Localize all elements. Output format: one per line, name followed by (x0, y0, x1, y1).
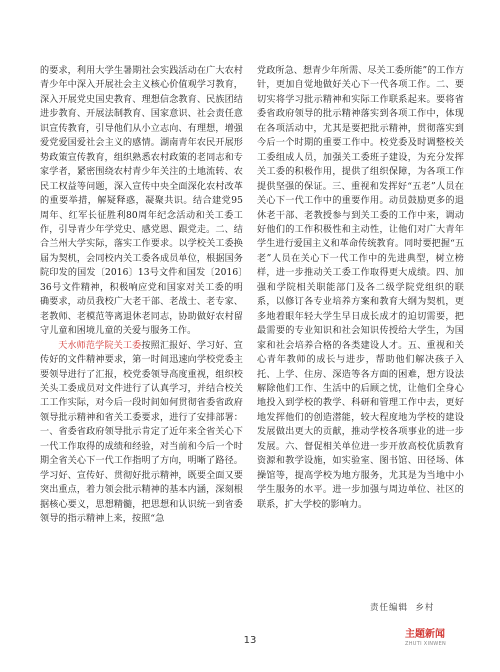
right-column (257, 64, 464, 512)
page-number: 13 (243, 635, 257, 646)
section-logo (405, 629, 449, 647)
editor-label: 责任编辑 (370, 603, 409, 613)
institution-name: 天水师范学院关工委 (58, 340, 142, 351)
section-logo-text: 主题新闻 (405, 629, 445, 640)
left-paragraph-1: 的要求，利用大学生暑期社会实践活动在广大农村青少年中深入开展社会主义核心价值观学习教育，深入开展党史国史教育、理想信念教育、民族团结进步教育、开展法制教育、国家意识、社会责任意识宣传教育，引导他们从小立志向、有理想，增强爱党爱国爱社会主义的感情。湖南青年农民开展形势政策宣传教育，组织熟悉农村政策的老同志和专家学者，紧密围绕农村青少年关注的土地流转、农民工权益等问题，深入宣传中央全面深化农村改革的重要举措，解疑释惑，凝聚共识。结合建党95周年、红军长征胜利80周年纪念活动和关工委工作，引导青少年学党史、感党恩、跟党走。二、结合兰州大学实际，落实工作要求。以学校关工委换届为契机，会同校内关工委各成员单位，根据国务院印发的国发〔2016〕13号文件和国发〔2016〕36号文件精神，积极响应党和国家对关工委的明确要求，动员我校广大老干部、老战士、老专家、老教师、老模范等离退休老同志，协助做好农村留守儿童和困境儿童的关爱与服务工作。 (40, 66, 243, 337)
left-column (40, 64, 243, 527)
left-paragraph-2-body: 按照汇报好、学习好、宣传好的文件精神要求，第一时间迅速向学校党委主要领导进行了汇报，校党委领导高度重视，组织校关头工委成员对文件进行了认真学习，并结合校关工工作实际，对今后一段时间如何贯彻省委省政府领导批示精神和省关工委要求，进行了安排部署：一、省委省政府领导批示肯定了近年来全省关心下一代工作取得的成绩和经验，对当前和今后一个时期全省关心下一代工作指明了方向，明晰了路径。学习好、宣传好、贯彻好批示精神，既要全面又要突出重点，着力领会批示精神的基本内涵，深刻根据核心要义，思想精髓，把思想和认识统一到省委领导的指示精神上来，按照“急 (40, 340, 243, 525)
section-logo-subtext: ZHUTI XINWEN (405, 641, 447, 647)
left-paragraph-2 (40, 339, 243, 527)
editor-credit (370, 601, 434, 613)
editor-name: 乡村 (415, 603, 435, 613)
right-paragraph-1: 党政所急、想青少年所需、尽关工委所能”的工作方针，更加自觉地做好关心下一代各项工作。二、要切实将学习批示精神和实际工作联系起来。要将省委省政府领导的批示精神落实到各项工作中，体现在各项活动中，尤其是要把批示精神，贯彻落实到今后一个时期的重要工作中。校党委及时调整校关工委组成人员，加强关工委班子建设，为充分发挥关工委的积极作用，提供了组织保障，为各项工作提供坚强的保证。三、重视和发挥好“五老”人员在关心下一代工作中的重要作用。动员鼓励更多的退休老干部、老教授参与到关工委的工作中来，调动好他们的工作积极性和主动性，让他们对广大青年学生进行爱国主义和革命传统教育。同时要把握“五老”人员在关心下一代工作中的先进典型，树立榜样，进一步推动关工委工作取得更大成绩。四、加强和学院相关职能部门及各二级学院党组织的联系，以修订各专业培养方案和教育大纲为契机，更多地着眼年轻大学生早日成长成才的迫切需要，把最需要的专业知识和社会知识传授给大学生，为国家和社会培养合格的各类建设人才。五、重视和关心青年教师的成长与进步，帮助他们解决孩子入托、上学、住房、深造等各方面的困难，想方设法解除他们工作、生活中的后顾之忧，让他们全身心地投入到学校的教学、科研和管理工作中去，更好地发挥他们的创造潜能，较大程度地为学校的建设发展做出更大的贡献，推动学校各项事业的进一步发展。六、督促相关单位进一步开放高校优质教育资源和教学设施，如实验室、图书馆、田径场、体操馆等，提高学校为地方服务，尤其是为当地中小学生服务的水平。进一步加强与周边单位、社区的联系，扩大学校的影响力。 (257, 66, 465, 510)
